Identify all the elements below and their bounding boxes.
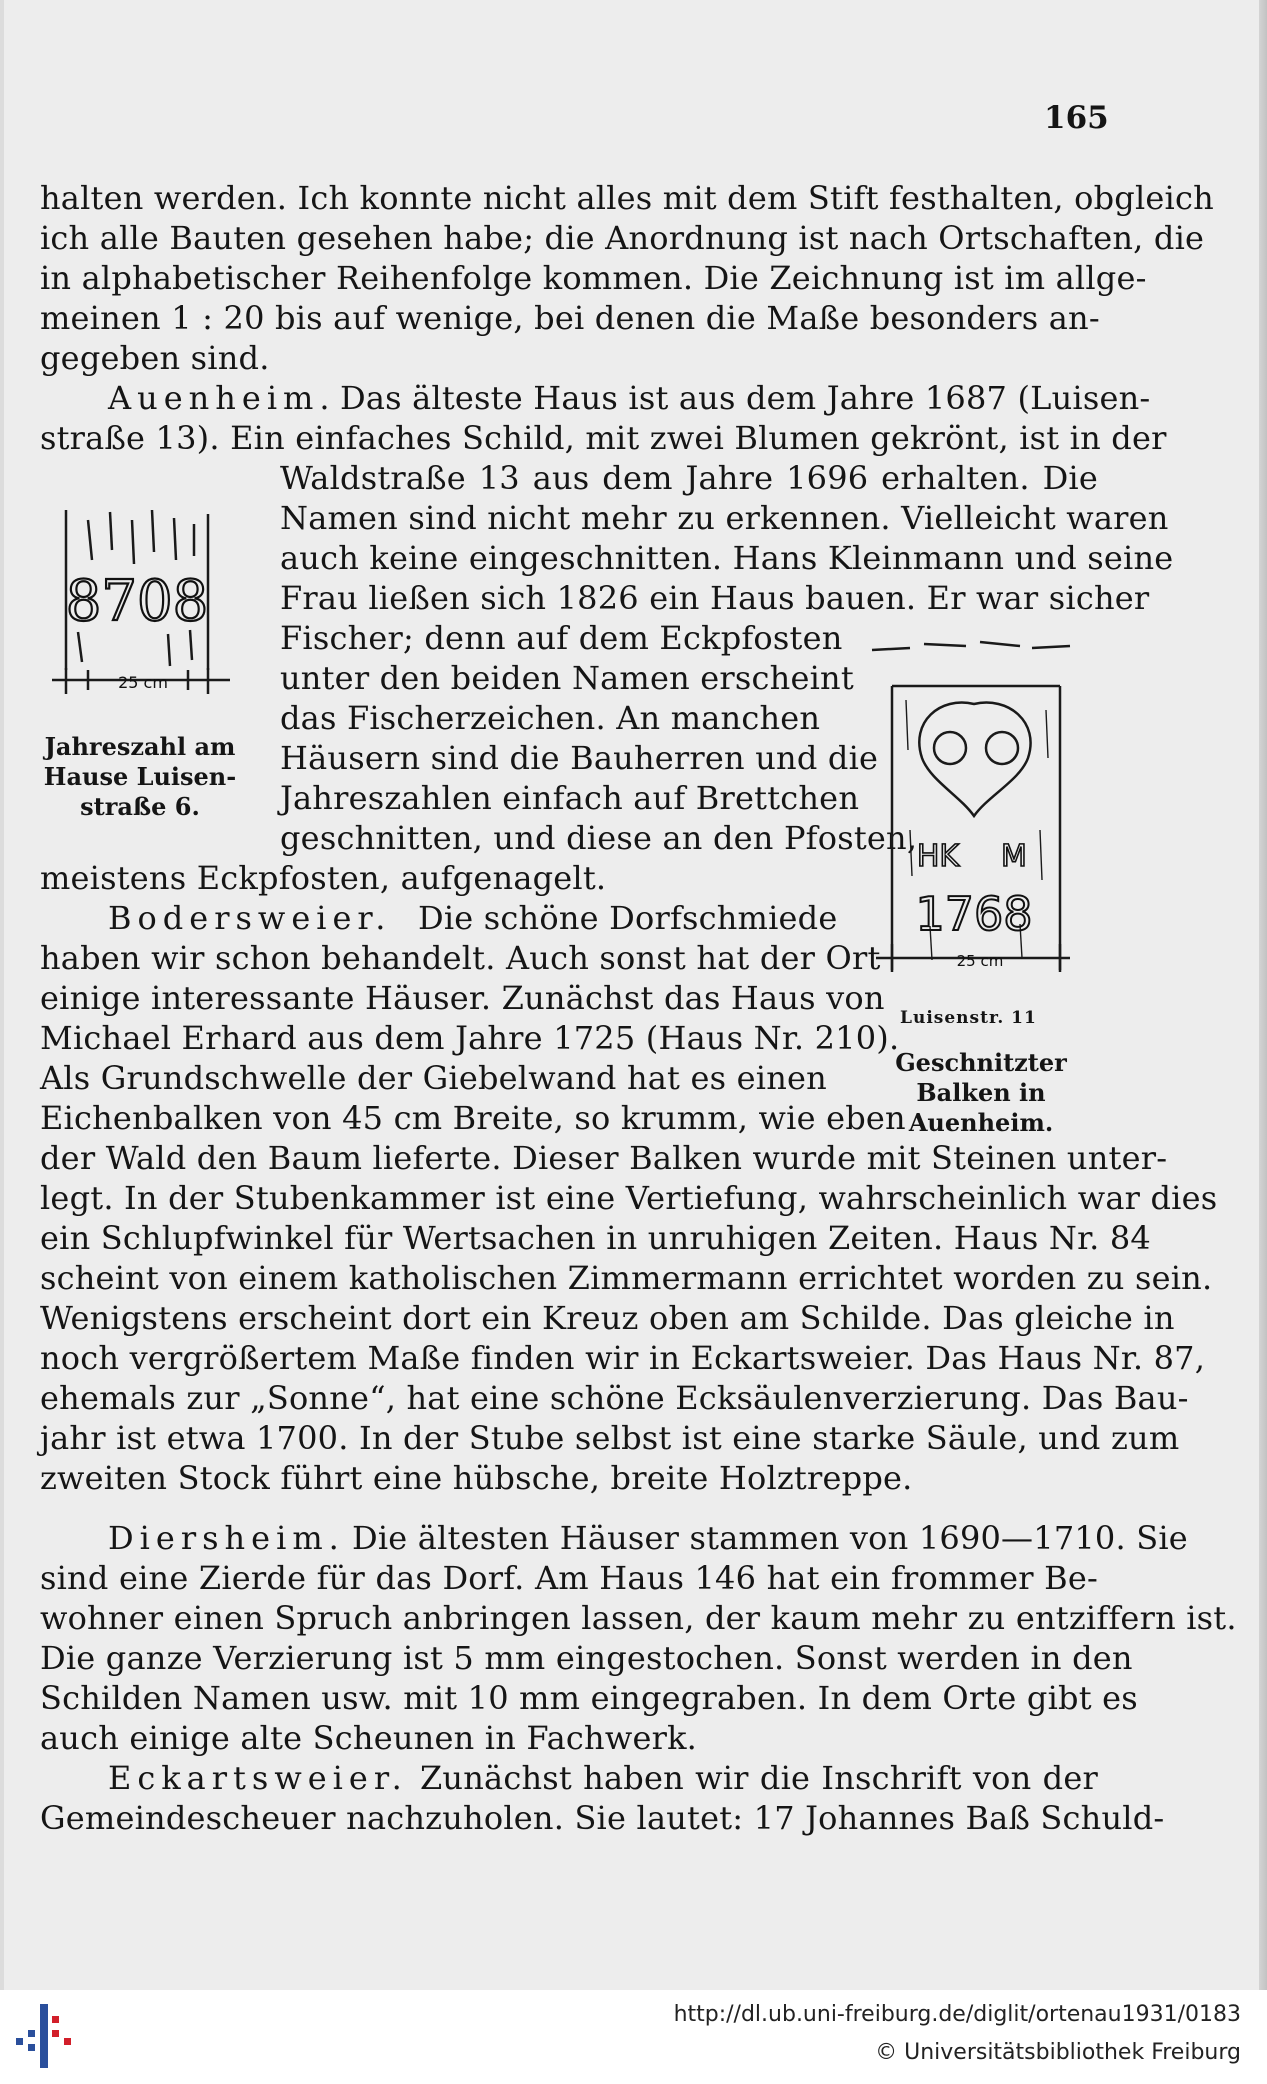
section-heading-diersheim: Diersheim. xyxy=(108,1519,345,1557)
text-line: Häusern sind die Bauherren und die xyxy=(280,739,879,777)
copyright-notice: © Universitätsbibliothek Freiburg xyxy=(875,2040,1241,2065)
text-line: sind eine Zierde für das Dorf. Am Haus 146 hat ein frommer Be- xyxy=(40,1559,1098,1597)
text-line: legt. In der Stubenkammer ist eine Vertiefung, wahrscheinlich war dies xyxy=(40,1179,1218,1217)
text-line: Gemeindescheuer nachzuholen. Sie lautet: 17 Johannes Baß Schuld- xyxy=(40,1799,1165,1837)
text-line: Als Grundschwelle der Giebelwand hat es einen xyxy=(40,1059,827,1097)
figure2-year: 1768 xyxy=(915,887,1033,941)
text-line: unter den beiden Namen erscheint xyxy=(280,659,854,697)
text-line: jahr ist etwa 1700. In der Stube selbst ist eine starke Säule, und zum xyxy=(40,1419,1180,1457)
figure1-year: 8708 xyxy=(65,569,209,634)
text-line: das Fischerzeichen. An manchen xyxy=(280,699,821,737)
figure1-caption: Jahreszahl am Hause Luisen-straße 6. xyxy=(43,732,237,821)
text-line: Schilden Namen usw. mit 10 mm eingegraben. In dem Orte gibt es xyxy=(40,1679,1138,1717)
library-logo-icon xyxy=(12,1998,82,2076)
figure2-label: Luisenstr. 11 xyxy=(900,1008,1037,1028)
text-line: Die schöne Dorfschmiede xyxy=(418,899,838,937)
section-heading-auenheim: Auenheim. xyxy=(108,379,336,417)
text-line: Wenigstens erscheint dort ein Kreuz oben am Schilde. Das gleiche in xyxy=(40,1299,1175,1337)
text-line: straße 13). Ein einfaches Schild, mit zwei Blumen gekrönt, ist in der xyxy=(40,419,1167,457)
text-line: halten werden. Ich konnte nicht alles mit dem Stift festhalten, obgleich xyxy=(40,179,1214,217)
text-line: Das älteste Haus ist aus dem Jahre 1687 (Luisen- xyxy=(340,379,1151,417)
text-line: Zunächst haben wir die Inschrift von der xyxy=(420,1759,1098,1797)
text-line: wohner einen Spruch anbringen lassen, der kaum mehr zu entziffern ist. xyxy=(40,1599,1237,1637)
text-line: Fischer; denn auf dem Eckpfosten xyxy=(280,619,843,657)
text-line: Eichenbalken von 45 cm Breite, so krumm, wie eben xyxy=(40,1099,906,1137)
text-line: in alphabetischer Reihenfolge kommen. Die Zeichnung ist im allge- xyxy=(40,259,1147,297)
text-line: Die ältesten Häuser stammen von 1690—1710. Sie xyxy=(352,1519,1188,1557)
figure2-measure: 25 cm xyxy=(956,952,1004,970)
text-line: scheint von einem katholischen Zimmermann errichtet worden zu sein. xyxy=(40,1259,1213,1297)
text-line: Michael Erhard aus dem Jahre 1725 (Haus Nr. 210). xyxy=(40,1019,900,1057)
text-line: geschnitten, und diese an den Pfosten, xyxy=(280,819,918,857)
scan-edge-right xyxy=(1259,0,1267,1990)
text-line: ehemals zur „Sonne“, hat eine schöne Ecksäulenverzierung. Das Bau- xyxy=(40,1379,1189,1417)
figure2-initials-right: M xyxy=(1001,839,1027,874)
text-line: auch einige alte Scheunen in Fachwerk. xyxy=(40,1719,698,1757)
text-line: auch keine eingeschnitten. Hans Kleinmann und seine xyxy=(280,539,1174,577)
text-line: zweiten Stock führt eine hübsche, breite Holztreppe. xyxy=(40,1459,913,1497)
text-line: noch vergrößertem Maße finden wir in Eckartsweier. Das Haus Nr. 87, xyxy=(40,1339,1206,1377)
text-line: einige interessante Häuser. Zunächst das Haus von xyxy=(40,979,885,1017)
text-line: Jahreszahlen einfach auf Brettchen xyxy=(280,779,860,817)
text-line: Die ganze Verzierung ist 5 mm eingestochen. Sonst werden in den xyxy=(40,1639,1133,1677)
figure1-measure: 25 cm xyxy=(118,673,168,692)
permalink-url[interactable]: http://dl.ub.uni-freiburg.de/diglit/ortenau1931/0183 xyxy=(673,2002,1241,2027)
text-line: meistens Eckpfosten, aufgenagelt. xyxy=(40,859,607,897)
page-number: 165 xyxy=(1044,100,1109,136)
section-heading-eckartsweier: Eckartsweier. xyxy=(108,1759,408,1797)
text-line: ein Schlupfwinkel für Wertsachen in unruhigen Zeiten. Haus Nr. 84 xyxy=(40,1219,1151,1257)
figure2-caption: Geschnitzter Balken in Auenheim. xyxy=(895,1048,1067,1137)
text-line: meinen 1 : 20 bis auf wenige, bei denen die Maße besonders an- xyxy=(40,299,1100,337)
text-line: gegeben sind. xyxy=(40,339,270,377)
section-heading-bodersweier: Bodersweier. xyxy=(108,899,392,937)
figure2-initials-left: HK xyxy=(916,839,960,874)
text-line: haben wir schon behandelt. Auch sonst hat der Ort xyxy=(40,939,881,977)
text-line: Namen sind nicht mehr zu erkennen. Vielleicht waren xyxy=(280,499,1169,537)
figure-year-plate xyxy=(48,490,238,710)
text-line: ich alle Bauten gesehen habe; die Anordnung ist nach Ortschaften, die xyxy=(40,219,1205,257)
text-line: der Wald den Baum lieferte. Dieser Balken wurde mit Steinen unter- xyxy=(40,1139,1168,1177)
viewer-footer xyxy=(0,1990,1267,2084)
text-line: Frau ließen sich 1826 ein Haus bauen. Er war sicher xyxy=(280,579,1150,617)
scan-edge-left xyxy=(0,0,4,1990)
figure-carved-beam xyxy=(870,640,1075,1000)
text-line: Waldstraße 13 aus dem Jahre 1696 erhalten. Die xyxy=(280,459,1098,497)
